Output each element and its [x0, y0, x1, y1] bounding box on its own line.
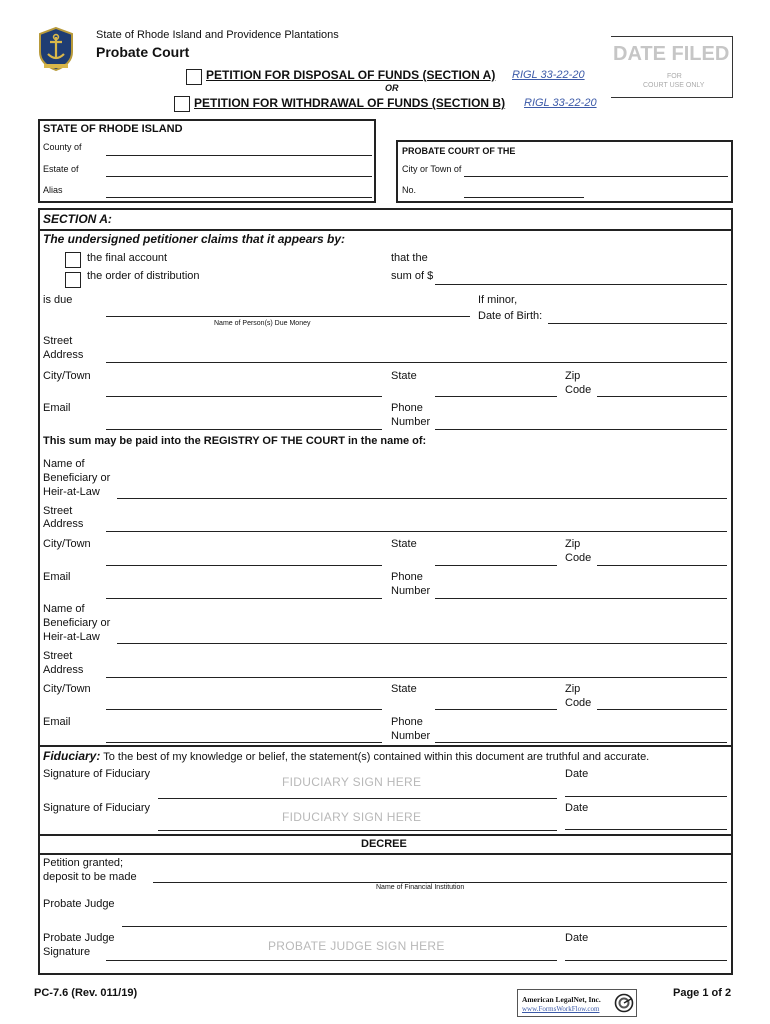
beneficiary-2-phone-field[interactable] — [435, 742, 727, 743]
beneficiary-1-name-field[interactable] — [117, 498, 727, 499]
date-filed-box — [611, 36, 733, 98]
beneficiary-2-email-field[interactable] — [106, 742, 382, 743]
judge-sig-label-2: Signature — [43, 946, 91, 958]
that-the-label: that the — [391, 252, 428, 264]
dob-field[interactable] — [548, 323, 727, 324]
decree-divider-top — [38, 834, 733, 836]
city-town-of-label: City or Town of — [402, 164, 462, 174]
petition-a-title: PETITION FOR DISPOSAL OF FUNDS (SECTION A) — [206, 68, 496, 82]
decree-divider-bottom — [38, 853, 733, 855]
form-number: PC-7.6 (Rev. 011/19) — [34, 987, 138, 999]
fiduciary-statement: To the best of my knowledge or belief, the statement(s) contained within this document are truthful and accurate. — [103, 751, 650, 763]
financial-institution-caption: Name of Financial Institution — [376, 884, 465, 891]
beneficiary-1-state-field[interactable] — [435, 565, 557, 566]
beneficiary-2-address-label: Address — [43, 664, 84, 676]
vendor-name: American LegalNet, Inc. — [522, 995, 601, 1004]
court-use-label-1: FOR — [667, 73, 682, 80]
state-name: State of Rhode Island and Providence Plantations — [96, 29, 339, 41]
or-label: OR — [385, 83, 399, 93]
fiduciary-label: Fiduciary: — [43, 749, 101, 763]
city-field[interactable] — [106, 396, 382, 397]
county-field[interactable] — [106, 155, 372, 156]
case-no-label: No. — [402, 185, 417, 195]
registry-text: This sum may be paid into the REGISTRY OF THE COURT in the name of: — [43, 435, 427, 447]
beneficiary-2-beneficiary-label: Beneficiary or — [43, 617, 111, 629]
date-filed-label: DATE FILED — [613, 43, 730, 65]
fiduciary-date-2-label: Date — [565, 802, 589, 814]
beneficiary-1-name-label: Name of — [43, 458, 85, 470]
beneficiary-2-city-field[interactable] — [106, 709, 382, 710]
fiduciary-sig-2-label: Signature of Fiduciary — [43, 802, 150, 814]
beneficiary-1-email-label: Email — [43, 571, 71, 583]
alias-field[interactable] — [106, 197, 372, 198]
probate-judge-field[interactable] — [122, 926, 727, 927]
phone-field[interactable] — [435, 429, 727, 430]
beneficiary-1-number-label: Number — [391, 585, 431, 597]
phone-number-label: Number — [391, 416, 431, 428]
state-field[interactable] — [435, 396, 557, 397]
zip-label: Zip — [565, 370, 581, 382]
beneficiary-2-zip-label: Zip — [565, 683, 581, 695]
beneficiary-1-address-field[interactable] — [106, 531, 727, 532]
beneficiary-1-address-label: Address — [43, 518, 84, 530]
estate-field[interactable] — [106, 176, 372, 177]
case-no-field[interactable] — [464, 197, 584, 198]
city-label: City/Town — [43, 370, 91, 382]
judge-sig-label-1: Probate Judge — [43, 932, 115, 944]
beneficiary-2-code-label: Code — [565, 697, 592, 709]
beneficiary-1-heir-label: Heir-at-Law — [43, 486, 100, 498]
fiduciary-sig-2-field[interactable] — [158, 830, 557, 831]
beneficiary-2-name-label: Name of — [43, 603, 85, 615]
fiduciary-date-1-field[interactable] — [565, 796, 727, 797]
beneficiary-1-phone-field[interactable] — [435, 598, 727, 599]
beneficiary-2-phone-label: Phone — [391, 716, 423, 728]
beneficiary-2-address-field[interactable] — [106, 677, 727, 678]
dob-label: Date of Birth: — [478, 310, 543, 322]
state-seal-logo — [36, 26, 76, 72]
sum-amount-field[interactable] — [435, 284, 727, 285]
beneficiary-1-city-field[interactable] — [106, 565, 382, 566]
decree-title: DECREE — [361, 838, 407, 850]
vendor-logo-icon — [614, 993, 634, 1013]
estate-label: Estate of — [43, 164, 79, 174]
beneficiary-1-phone-label: Phone — [391, 571, 423, 583]
beneficiary-2-number-label: Number — [391, 730, 431, 742]
fiduciary-date-1-label: Date — [565, 768, 589, 780]
fiduciary-sign-here-1[interactable]: FIDUCIARY SIGN HERE — [282, 775, 422, 789]
county-label: County of — [43, 142, 82, 152]
beneficiary-1-state-label: State — [391, 538, 417, 550]
petition-b-rigl-link[interactable]: RIGL 33-22-20 — [524, 97, 597, 109]
beneficiary-1-code-label: Code — [565, 552, 592, 564]
zip-field[interactable] — [597, 396, 727, 397]
final-account-checkbox[interactable] — [65, 252, 81, 268]
section-a-divider — [38, 229, 733, 231]
beneficiary-2-name-field[interactable] — [117, 643, 727, 644]
claims-text: The undersigned petitioner claims that it appears by: — [43, 232, 346, 246]
beneficiary-2-city-label: City/Town — [43, 683, 91, 695]
fiduciary-sig-1-label: Signature of Fiduciary — [43, 768, 150, 780]
fiduciary-divider — [38, 745, 733, 747]
beneficiary-2-street-label: Street — [43, 650, 73, 662]
person-due-money-caption: Name of Person(s) Due Money — [214, 320, 311, 327]
fiduciary-date-2-field[interactable] — [565, 829, 727, 830]
final-account-label: the final account — [87, 252, 168, 264]
beneficiary-2-heir-label: Heir-at-Law — [43, 631, 100, 643]
order-distribution-label: the order of distribution — [87, 270, 200, 282]
beneficiary-2-state-label: State — [391, 683, 417, 695]
judge-signature-field[interactable] — [106, 960, 557, 961]
beneficiary-1-beneficiary-label: Beneficiary or — [43, 472, 111, 484]
petition-b-checkbox[interactable] — [174, 96, 190, 112]
beneficiary-1-city-label: City/Town — [43, 538, 91, 550]
judge-date-field[interactable] — [565, 960, 727, 961]
court-use-label-2: COURT USE ONLY — [643, 82, 705, 89]
financial-institution-field[interactable] — [153, 882, 727, 883]
probate-judge-label: Probate Judge — [43, 898, 115, 910]
address-label: Address — [43, 349, 84, 361]
state-label: State — [391, 370, 417, 382]
petition-a-checkbox[interactable] — [186, 69, 202, 85]
state-box-title: STATE OF RHODE ISLAND — [43, 123, 183, 135]
beneficiary-1-email-field[interactable] — [106, 598, 382, 599]
fiduciary-sig-1-field[interactable] — [158, 798, 557, 799]
email-field[interactable] — [106, 429, 382, 430]
phone-label: Phone — [391, 402, 423, 414]
court-title: Probate Court — [96, 44, 190, 60]
judge-date-label: Date — [565, 932, 589, 944]
deposit-made-label: deposit to be made — [43, 871, 137, 883]
beneficiary-2-email-label: Email — [43, 716, 71, 728]
probate-box-title: PROBATE COURT OF THE — [402, 146, 516, 156]
sum-of-label: sum of $ — [391, 270, 434, 282]
page-number: Page 1 of 2 — [673, 987, 732, 999]
zip-code-label: Code — [565, 384, 592, 396]
beneficiary-1-street-label: Street — [43, 505, 73, 517]
section-a-title: SECTION A: — [43, 212, 112, 226]
fiduciary-sign-here-2[interactable]: FIDUCIARY SIGN HERE — [282, 810, 422, 824]
city-town-of-field[interactable] — [464, 176, 728, 177]
fiduciary-statement-row — [43, 749, 649, 763]
judge-sign-here[interactable]: PROBATE JUDGE SIGN HERE — [268, 939, 445, 953]
vendor-badge — [517, 989, 637, 1017]
person-due-money-field[interactable] — [106, 316, 470, 317]
email-label: Email — [43, 402, 71, 414]
vendor-link[interactable]: www.FormsWorkFlow.com — [522, 1005, 600, 1013]
is-due-label: is due — [43, 294, 73, 306]
if-minor-label: If minor, — [478, 294, 518, 306]
order-distribution-checkbox[interactable] — [65, 272, 81, 288]
petition-granted-label: Petition granted; — [43, 857, 124, 869]
beneficiary-1-zip-label: Zip — [565, 538, 581, 550]
petition-a-rigl-link[interactable]: RIGL 33-22-20 — [512, 69, 585, 81]
alias-label: Alias — [43, 185, 63, 195]
street-address-field[interactable] — [106, 362, 727, 363]
street-label: Street — [43, 335, 73, 347]
beneficiary-1-zip-field[interactable] — [597, 565, 727, 566]
petition-b-title: PETITION FOR WITHDRAWAL OF FUNDS (SECTION B) — [194, 96, 506, 110]
beneficiary-2-zip-field[interactable] — [597, 709, 727, 710]
beneficiary-2-state-field[interactable] — [435, 709, 557, 710]
